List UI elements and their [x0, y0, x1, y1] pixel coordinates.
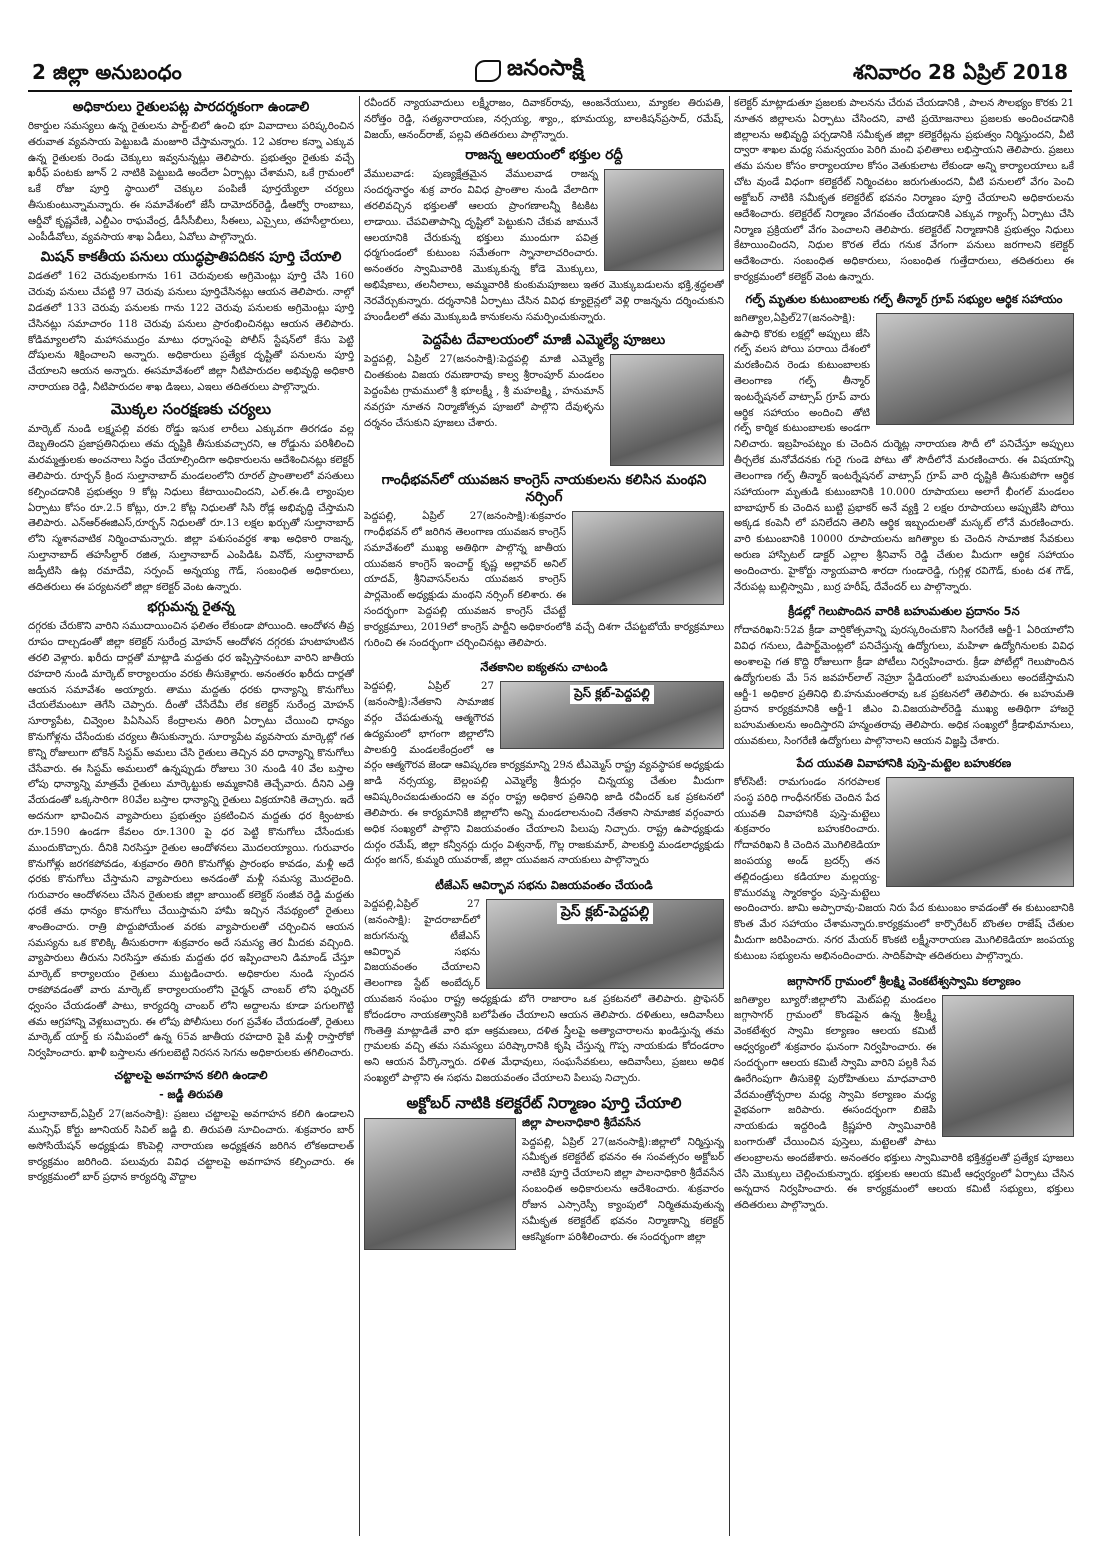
article — [28, 400, 354, 596]
sub-headline: చట్టాలపై అవగాహన కలిగి ఉండాలి — [114, 1068, 268, 1083]
congress-meeting-photo — [572, 511, 724, 605]
article — [364, 332, 724, 468]
masthead-divider — [28, 90, 1072, 92]
temple-puja-photo — [610, 354, 724, 466]
headline: భగ్గుమన్న రైతన్న — [147, 599, 235, 616]
headline: గల్ఫ్ మృతుల కుటుంబాలకు గల్ఫ్ తీన్మార్ గ్రూప్ సభ్యుల ఆర్థిక సహాయం — [745, 291, 1063, 306]
article-body: పెద్దపల్లి, ఏప్రిల్ 27(జనంసాక్షి):జిల్లాలో నిర్మిస్తున్న సమీకృత కలెక్టరేట్ భవనం ఈ సంవత్సరం అక్టోబర్ నాటికి పూర్తి చేయాలని జిల్లా పాలనాధికారి శ్రీదేవసేన సంబంధిత అధికారులను ఆదేశించారు. శుక్రవారం రోజున ఎస్సారెస్పీ క్యాంపులో నిర్మితమవుతున్న సమీకృత కలెక్టరేట్ భవనం నిర్మాణాన్ని కలెక్టర్ ఆకస్మికంగా పరిశీలించారు. ఈ సందర్భంగా జిల్లా — [522, 1136, 724, 1243]
article-body: వేములవాడ: పుణ్యక్షేత్రమైన వేములవాడ రాజన్న సందర్శనార్థం శుక్ర వారం వివిధ ప్రాంతాల నుండి వేలాదిగా తరలివచ్చిన భక్తులతో ఆలయ ప్రాంగణాలన్నీ కిటకిట లాడాయి. చేపవితాపాన్ని దృష్టిలో పెట్టుకుని చేకువ జామునే ఆలయానికి చేరుకున్న భక్తులు ముందుగా పవిత్ర ధర్మగుండంలో కుటుంబ సమేతంగా స్నానాలాచరించారు. అనంతరం స్వామివారికి మొక్కుకున్న కోడె మొక్కులు, అభిషేకాలు, తలనీలాలు, అమ్మవారికి కుంకుమపూజలు ఇతర మొక్కుబడులను భక్తి,శ్రద్ధలతో నెరవేర్చుకున్నారు. దర్శనానికి ఏర్పాటు చేసిన వివిధ క్యూలైన్లలో వెళ్లి రాజన్నను దర్శించుకుని హుండీలలో తమ మొక్కుబడి కానుకలను సమర్పించుకున్నారు. — [364, 169, 724, 323]
masthead-name: జనంసాక్షి — [507, 56, 584, 81]
headline: పేద యువతి వివాహానికి పుస్తె-మట్టెల బహుకరణ — [796, 755, 1012, 770]
article — [734, 604, 1074, 750]
article-body: పెద్దపల్లి, ఏప్రిల్ 27(జనంసాక్షి):శుక్రవారం గాంధీభవన్ లో జరిగిన తెలంగాణ యువజన కాంగ్రెస్ సమావేశంలో ముఖ్య అతిథిగా పాల్గొన్న జాతీయ యువజన కాంగ్రెస్ ఇంచార్జ్ కృష్ణ అల్లావర్ అనిల్ యాదవ్, శ్రీనివాసన్‌లను యువజన కాంగ్రెస్ పార్లమెంట్ అధ్యక్షుడు మంథని నర్సింగ్ కలిశారు. ఈ సందర్భంగా పెద్దపల్లి యువజన కాంగ్రెస్ చేపట్టే కార్యక్రమాలు, 2019లో కాంగ్రెస్ పార్టీని అధికారంలోకి వచ్చే దిశగా చేపట్టబోయే కార్యక్రమాలు గురించి ఈ సందర్భంగా చర్చించినట్లు తెలిపారు. — [364, 511, 724, 649]
article-body: పెద్దపల్లి,ఏప్రిల్ 27 (జనంసాక్షి): హైదరాబాద్‌లో జరుగనున్న టీజేఎస్ ఆవిర్భావ సభను విజయవంతం చేయాలని తెలంగాణ స్టేట్ అంబేద్కర్ యువజన సంఘం రాష్ట్ర అధ్యక్షుడు బోగె రాజారాం ఒక ప్రకటనలో తెలిపారు. ప్రొఫెసర్ కోదండరాం నాయకత్వానికి బలోపేతం చేయాలని ఆయన తెలిపారు. దళితులు, ఆదివాసీలు గొంతెత్తి మాట్లాడితే వారి భూ ఆక్రమణలు, దళిత స్త్రీలపై అత్యాచారాలను ఖండిస్తున్న తమ గ్రామలకు వచ్చి తమ సమస్యలు పరిష్కారానికి కృషి చేస్తున్న గొప్ప నాయకుడు కోదండరాం అని ఆయన పేర్కొన్నారు. దళిత మేధావులు, సంఘసేవకులు, ఆదివాసీలు, ప్రజలు అధిక సంఖ్యలో పాల్గొని ఈ సభను విజయవంతం చేయాలని పిలుపు నిచ్చారు. — [364, 899, 724, 1085]
article — [364, 1094, 724, 1252]
column-2 — [364, 96, 724, 1536]
article-continuation — [734, 96, 1074, 286]
article — [364, 147, 724, 328]
article-body: రవీందర్ న్యాయవాదులు లక్ష్మీరాజం, దివాకర్‌రావు, ఆంజనేయులు, మ్యాకల తిరుపతి, నరోత్తం రెడ్డి, సత్యనారాయణ, నర్సయ్య, శ్యాం,, భూమయ్య, బాలకిషన్‌ప్రసాద్, రమేష్, విజయ్, ఆనంద్‌రాజ్, పల్లవి తదితరులు పాల్గొన్నారు. — [364, 98, 724, 141]
article — [734, 292, 1074, 599]
article — [364, 660, 724, 872]
article-body: మార్కెట్ నుండి లక్ష్మపల్లి వరకు రోడ్డు ఇసుక లారీలు ఎక్కువగా తిరగడం వల్ల దెబ్బతిందని ప్రజాప్రతినిధులు తమ దృష్టికి తీసుకువచ్చారని, ఆ రోడ్డును పరిశీలించి మరమ్మత్తులకు అంచనాలు సిద్ధం చేయాల్సిందిగా అధికారులను ఆదేశించినట్లు కలెక్టర్ తెలిపారు. రూర్బన్ క్రింద సుల్తానాబాద్ మండలంలోని రూరల్ ప్రాంతాలలో వసతులు కల్పించడానికి ప్రభుత్వం 9 కోట్ల నిధులు కేటాయించిందని, ఎల్.ఈ.డి ల్యాంపుల ఏర్పాటు కోసం రూ.2.5 కోట్లు, రూ.2 కోట్ల నిధులతో సిసి రోడ్ల అభివృద్ధి చేస్తామని తెలిపారు. ఎన్ఆర్ఈజిఎస్,రూర్బన్ నిధులతో రూ.13 లక్షల ఖర్చుతో సుల్తానాబాద్ లోని స్మశానవాటిక నిర్మించామన్నారు. జిల్లా పశుసంవర్ధక శాఖ అధికారి రాజన్న, సుల్తానాబాద్ తహసీల్దార్ రజిత, సుల్తానాబాద్ ఎంపిడిఓ వినోద్, సుల్తానాబాద్ జడ్పీటిసి ఉట్ల రమాదేవి, సర్పంచ్ అన్నయ్య గౌడ్, సంబంధిత అధికారులు, తదితరులు ఈ పర్యటనలో జిల్లా కలెక్టర్ వెంట ఉన్నారు. — [28, 423, 354, 593]
article-body: పెద్దపల్లి, ఏప్రిల్ 27 (జనంసాక్షి):నేతకాని సామాజిక వర్గం చేపడుతున్న ఆత్మగౌరవ ఉద్యమంలో భాగంగా జిల్లాలోని పాలకుర్తి మండలకేంద్రంలో ఆ వర్గం ఆత్మగౌరవ జెండా ఆవిష్కరణ కార్యక్రమాన్ని 29న టీఎమ్మెస్ రాష్ట్ర వ్యవస్థాపక అధ్యక్షుడు జాడి నర్సయ్య, బెల్లంపల్లి ఎమ్మెల్యే శ్రీదుర్గం చిన్నయ్య చేతుల మీదుగా ఆవిష్కరించబడుతుందని ఆ వర్గం రాష్ట్ర అధికార ప్రతినిధి జాడి రవీందర్ ఒక ప్రకటనలో తెలిపారు. ఈ కార్యమానికి జిల్లాలోని అన్ని మండలాలనుంచి నేతకాని సామాజిక వర్గంవారు అధిక సంఖ్యలో పాల్గొని విజయవంతం చేయాలని పిలుపు నిచ్చారు. రాష్ట్ర ఉపాధ్యక్షుడు దుర్గం రమేష్, జిల్లా కన్వీనర్లు దుర్గం విశ్వనాథ్, గొల్ల రాజకుమార్, పాలకుర్తి మండలాధ్యక్షుడు దుర్గం జగన్, కుమ్మరి యువరాజ్, జిల్లా యువజన నాయకులు పాల్గొన్నారు — [364, 681, 724, 867]
headline: మొక్కల సంరక్షణకు చర్యలు — [110, 399, 272, 418]
article — [28, 1068, 354, 1186]
headline: క్రీడల్లో గెలుపొందిన వారికి బహుమతుల ప్రదానం 5న — [788, 604, 1020, 619]
article-body: గోదావరిఖని:52వ క్రీడా వార్షికోత్సవాన్ని పురస్కరించుకొని సింగరేణి ఆర్జీ-1 ఏరియాలోని వివిధ గనులు, డిపార్ట్‌మెంట్లలో పనిచేస్తున్న ఉద్యోగులు, మహిళా ఉద్యోగినులకు వివిధ అంశాలపై గత కొద్ది రోజులుగా క్రీడా పోటీలు నిర్వహించారు. క్రీడా పోటీల్లో గెలుపొందిన ఉద్యోగులకు మే 5న జవహర్‌లాల్ నెహ్రూ స్టేడియంలో బహుమతులు అందజేస్తామని ఆర్జీ-1 అధికార ప్రతినిధి బి.హనుమంతరావు ఒక ప్రకటనలో తెలిపారు. ఈ బహుమతి ప్రదాన కార్యక్రమానికి ఆర్జీ-1 జీఎం వి.విజయపాల్‌రెడ్డి ముఖ్య అతిథిగా హాజరై బహుమతులను అందిస్తారని హన్మంతరావు తెలిపారు. అధిక సంఖ్యలో క్రీడాభిమానులు, యువకులు, సింగరేణి ఉద్యోగులు పాల్గొనాలని ఆయన విజ్ఞప్తి చేశారు. — [734, 625, 1074, 748]
collectorate-construction-photo — [364, 1118, 516, 1250]
article-body: పెద్దపల్లి, ఏప్రిల్ 27(జనంసాక్షి):పెద్దపల్లి మాజీ ఎమ్మెల్యే చింతకుంట విజయ రమణారావు కాల్వ శ్రీరాంపూర్ మండలం పెద్దంపేట గ్రామములో శ్రీ భూలక్ష్మీ , శ్రీ మహలక్ష్మి , హనుమాన్ నవగ్రహ నూతన నిర్మాణోత్సవ పూజలో పాల్గొని దేవుళ్ళను దర్శనం చేసుకుని పూజలు చేశారు. — [364, 354, 604, 429]
article-body: కలెక్టర్ మాట్లాడుతూ ప్రజలకు పాలనను చేరువ చేయడానికి , పాలన సౌలభ్యం కొరకు 21 నూతన జిల్లాలను ఏర్పాటు చేసిందని, వాటి ప్రయోజనాలు ప్రజలకు అందించడానికి జిల్లాలను అభివృద్ధి పర్చడానికి సమీకృత జిల్లా కలెక్టరేట్లను ప్రభుత్వం నిర్మిస్తుందని, వీటి ద్వారా శాఖల మధ్య సమన్వయం పెరిగి మంచి ఫలితాలు లభిస్తాయని తెలిపారు. ప్రజలు తమ పనుల కోసం కార్యాలయాల కోసం వెతుకులాట లేకుండా అన్ని కార్యాలయాలు ఒకే చోట వుండే విధంగా కలెక్టరేట్ నిర్మించటం జరుగుతుందని, వీటి పనులలో వేగం పెంచి అక్టోబర్ నాటికి సమీకృత కలెక్టరేట్ భవనం నిర్మాణం పూర్తి చేయాలని అధికారులను ఆదేశించారు. కలెక్టరేట్ నిర్మాణం వేగవంతం చేయడానికి ఎక్కువ గ్యాంగ్స్ ఏర్పాటు చేసి నిర్మాణ ప్రక్రియలో వేగం పెంచాలని తెలిపారు. కలెక్టరేట్ నిర్మాణానికి ప్రభుత్వం నిధులు కేటాయించిందని, నిధుల కొరత లేదు గనుక వేగంగా పనులు జరగాలని కలెక్టర్ ఆదేశించారు. సంబంధిత అధికారులు, సంబంధిత గుత్తేదారులు, తదితరులు ఈ కార్యక్రమంలో కలెక్టర్ వెంట ఉన్నారు. — [734, 98, 1074, 283]
article-body: దగ్గరకు చేరుకొని వారిని సముదాయించిన ఫలితం లేకుండా పోయింది. ఆందోళన తీవ్ర రూపం దాల్చడంతో జిల్లా కలెక్టర్ సురేంద్ర మోహన్ ఆందోళన దగ్గరకు హుటాహుటిన తరలి వెళ్లారు. ఖరీదు దార్లతో మాట్లాడి మద్దతు ధర ఇప్పిస్తానంటూ వారిని జాతీయ రహదారి నుండి మార్కెట్ కార్యాలయం వరకు తీసుకెళ్లారు. అనంతరం ఖరీదు దార్లతో ఆయన సమావేశం అయ్యారు. తాము మద్దతు ధరకు ధాన్యాన్ని కొనుగోలు చేయలేమంటూ తెగేసి చెప్పారు. దీంతో చేసేదేమీ లేక కలెక్టర్ సురేంద్ర మోహన్ సూర్యాపేట, చివ్వెంల పిఏసిఎస్ కేంద్రాలను తిరిగి ఏర్పాటు చేయించి ధాన్యం కొనుగోళ్లను చేసేందుకు చర్యలు తీసుకున్నారు. సూర్యాపేట వ్యవసాయ మార్కెట్లో గత కొన్ని రోజులుగా టోకెన్ సిస్టమ్ అమలు చేసి రైతులు తెచ్చిన వరి ధాన్యాన్ని కొనుగోలు చేసేవారు. ఈ సిస్టమ్ అమలులో ఉన్నప్పుడు రోజులు 30 నుండి 40 వేల బస్తాల లోపు ధాన్యాన్ని మాత్రమే రైతులు మార్కెట్టుకు అమ్మకానికి తెచ్చేవారు. దీనిని ఎత్తి వేయడంతో ఒక్కసారిగా 80వేల బస్తాల ధాన్యాన్ని రైతులు విక్రయానికి తెచ్చారు. ఇదే అదనుగా భావించిన వ్యాపారులు ప్రభుత్వం ప్రకటించిన మద్దతు ధర క్వింటాకు రూ.1590 ఉండగా కేవలం రూ.1300 పై ధర పెట్టి కొనుగోలు చేసేందుకు ముందుకొచ్చారు. దీనికి నిరసిస్తూ రైతుల ఆందోళనలు మొదలయ్యాయి. గురువారం కొనుగోళ్లు జరగకపోవడం, శుక్రవారం తిరిగి కొనుగోళ్లు ప్రారంభం కావడం, మళ్లీ అదే ధరకు కొనుగోలు చేస్తామని వ్యాపారులు అనడంతో మళ్లీ సమస్య మొదలైంది. గురువారం ఆందోళనలు చేసిన రైతులకు జిల్లా జాయింట్ కలెక్టర్ సంజీవ రెడ్డి మద్దతు ధరకే తమ ధాన్యం కొనుగోలు చేయిస్తామని హామీ ఇచ్చిన నేపథ్యంలో రైతులు శాంతించారు. రాత్రి పొద్దుపోయేంత వరకు వ్యాపారులతో చర్చించిన ఆయన సమస్యను ఒక కొలిక్కి తీసుకురాగా శుక్రవారం అదే సమస్య తెర మీదకు వచ్చింది. వ్యాపారులు తీరును నిరసిస్తూ తమకు మద్దతు ధర ఇప్పించాలని డిమాండ్ చేస్తూ మార్కెట్ కార్యాలయం రైతులు ముట్టడించారు. అధికారుల నుండి స్పందన రాకపోవడంతో వారు మార్కెట్ కార్యాలయంలోని చైర్మన్ చాంబర్ లోని ఫర్నిచర్ ధ్వంసం చేయడంతో పాటు, కార్యదర్శి చాంబర్ లోని అద్దాలను కూడా పగులగొట్టి తమ ఆగ్రహాన్ని వెళ్లబుచ్చారు. ఈ లోపు పోలీసులు రంగ ప్రవేశం చేయడంతో, రైతులు మార్కెట్ యార్డ్ కు సమీపంలో ఉన్న 65వ జాతీయ రహదారి పైకి మళ్లీ రాస్తారోకో నిర్వహించారు. ఖాళీ బస్తాలను తగులబెట్టి నిరసన సెగను అధికారులకు తగిలించారు. — [28, 621, 354, 1060]
newspaper-logo-icon — [475, 60, 501, 82]
masthead — [0, 0, 1100, 90]
article-body: విడతలో 162 చెరువులకుగాను 161 చెరువులకు అగ్రిమెంట్లు పూర్తి చేసి 160 చెరువు పనులు చేపట్టి 97 చెరువు పనులు పూర్తిచేసినట్లు ఆయన తెలిపారు. నాల్గో విడతలో 133 చెరువు పనులకు గాను 122 చెరువు పనులకు అగ్రిమెంట్లు పూర్తి చేసినట్లు సమాచారం 118 చెరువు పనులు ప్రారంభించినట్లు ఆయన తెలిపారు. కోడిమ్యాలలోని మహాసముద్రం మాటు ధర్నాసంపై పోలీస్ స్టేషన్‌లో కేసు పెట్టి దోషులను శిక్షించాలని అన్నారు. అధికారులు ప్రత్యేక దృష్టితో పనులను పూర్తి చేయాలని ఆయన అన్నారు. ఈసమావేశంలో జిల్లా నీటిపారుదల అభివృద్ధి అధికారి నారాయణ రెడ్డి, నీటిపారుదల శాఖ డిఇలు, ఎఇలు తదితరులు పాల్గొన్నారు. — [28, 271, 354, 393]
column-divider — [729, 96, 730, 1536]
headline: నేతకానిల ఐక్యతను చాటండి — [480, 660, 608, 675]
temple-kalyanam-photo — [942, 995, 1074, 1137]
article — [28, 599, 354, 1062]
article-body: కోల్‌సిటీ: రామగుండం నగరపాలక సంస్థ పరిధి గాంధీనగర్‌కు చెందిన పేద యువతి వివాహానికి పుస్తె-మట్టెలు శుక్రవారం బహుకరించారు. గోదావరిఖని కి చెందిన మొగిలికెడియా జంపయ్య అండ్ బ్రదర్స్ తన తల్లిదండ్రులు కడియాల మల్లయ్య-కొమురమ్మ స్మారకార్థం పుస్తె-మట్టెలు అందించారు. జామి అప్పారావు-విజయ నిరు పేద కుటుంబం కావడంతో ఈ కుటుంబానికి కొంత మేర సహాయం చేశామన్నారు.కార్యక్రమంలో కార్పొరేటర్ బొంతల రాజేష్ చేతుల మీదుగా జరిపించారు. నగర మేయర్ కొంకటి లక్ష్మీనారాయణ మొగిలికెడియా జంపయ్య కుటుంబ సభ్యులను అభినందించారు. సాదిక్‌పాషా తదితరులు పాల్గొన్నారు. — [734, 776, 1074, 962]
article — [364, 878, 724, 1090]
article — [28, 99, 354, 245]
headline: అక్టోబర్ నాటికి కలెక్టరేట్ నిర్మాణం పూర్తి చేయాలి — [406, 1093, 682, 1112]
byline: జిల్లా పాలనాధికారి శ్రీదేవసేన — [522, 1115, 641, 1129]
article — [734, 756, 1074, 968]
article-body: సుల్తానాబాద్,ఏప్రిల్ 27(జనంసాక్షి): ప్రజలు చట్టాలపై అవగాహన కలిగి ఉండాలని మున్సిఫ్ కోర్టు జూనియర్ సివిల్ జడ్జి బి. తిరుపతి సూచించారు. శుక్రవారం బార్ అసోసియేషన్ అధ్యక్షుడు కొంపెల్లి నారాయణ అధ్యక్షతన జరిగిన లోకఅదాలత్ కార్యక్రమం జరిగింది. పలువురు వివిధ చట్టాలపై అవగాహన కల్పించారు. ఈ కార్యక్రమంలో బార్ ప్రధాన కార్యదర్శి వొద్దాల — [28, 1109, 354, 1184]
gulf-aid-photo — [876, 313, 1074, 425]
column-divider — [359, 96, 360, 1536]
wedding-gift-photo — [886, 777, 1074, 887]
press-club-photo — [500, 681, 724, 749]
press-club-banner: ప్రెస్ క్లబ్-పెద్దపల్లి — [570, 685, 654, 704]
page-label: 2 జిల్లా అనుబంధం — [32, 60, 182, 84]
headline: రాజన్న ఆలయంలో భక్తుల రద్దీ — [465, 147, 623, 164]
headline: గాంధీభవన్‌లో యువజన కాంగ్రెస్ నాయకులను కలిసిన మంథని నర్సింగ్ — [381, 472, 707, 506]
headline: మిషన్ కాకతీయ పనులు యుద్ధప్రాతిపదికన పూర్తి చేయాలి — [40, 249, 342, 266]
headline: జగ్గాసాగర్ గ్రామంలో శ్రీలక్ష్మి వెంకటేశ్వస్వామి కల్యాణం — [787, 973, 1021, 988]
headline: టీజేఎస్ ఆవిర్భావ సభను విజయవంతం చేయండి — [435, 878, 653, 893]
masthead-title — [475, 56, 584, 86]
column-1 — [28, 96, 354, 1536]
article — [734, 974, 1074, 1217]
article-continuation — [364, 96, 724, 143]
headline: పెద్దపేట దేవాలయంలో మాజీ ఎమ్మెల్యే పూజలు — [422, 332, 666, 349]
issue-date: శనివారం 28 ఏప్రిల్ 2018 — [852, 60, 1068, 84]
column-3 — [734, 96, 1074, 1536]
press-club-photo — [486, 899, 724, 989]
temple-crowd-photo — [604, 169, 724, 271]
article — [28, 249, 354, 395]
press-club-banner: ప్రెస్ క్లబ్-పెద్దపల్లి — [557, 903, 653, 924]
article — [364, 472, 724, 654]
article-body: జగిత్యాల బ్యూరో:జిల్లాలోని మెట్‌పల్లి మండలం జగ్గాసాగర్ గ్రామంలో కొండపైన ఉన్న శ్రీలక్ష్మీ వెంకటేశ్వర స్వామి కల్యాణం ఆలయ కమిటీ ఆధ్వర్యంలో శుక్రవారం ఘనంగా నిర్వహించారు. ఈ సందర్భంగా ఆలయ కమిటీ స్వామి వారిని పల్లకి సేవ ఊరేగింపుగా తీసుకెళ్లి పురోహితులు మాధవాచారి వేదమంత్రోచ్చరాల మధ్య స్వామి కల్యాణం మధ్య వైభవంగా జరిపారు. ఈసందర్భంగా బిజెపి నాయకుడు ఇద్దరిండి క్రిష్ణహరి స్వామివారికి బంగారుతో చేయించిన పుస్తెలు, మట్టెలతో పాటు తలంబ్రాలను అందజేశారు. అనంతరం భక్తులు స్వామివారికి భక్తిశ్రద్ధలతో ప్రత్యేక పూజలు చేసి మొక్కులు చెల్లించుకున్నారు. భక్తులకు ఆలయ కమిటీ ఆధ్వర్యంలో ఏర్పాటు చేసిన అన్నదాన నిర్వహించారు. ఈ కార్యక్రమంలో ఆలయ కమిటీ సభ్యులు, భక్తులు తదితరులు పాల్గొన్నారు. — [734, 994, 1074, 1212]
byline: - జడ్జీ తిరుపతి — [159, 1088, 223, 1102]
article-body: రికార్డుల సమస్యలు ఉన్న రైతులను పార్ట్-బిలో ఉంచి భూ వివాదాలు పరిష్కరించిన తరువాత వ్యవసాయ పెట్టుబడి మంజూరి చేస్తామన్నారు. 12 ఎకరాల కన్నా ఎక్కువ ఉన్న రైతులకు రెండు చెక్కులు ఇవ్వనున్నట్లు తెలిపారు. ప్రభుత్వం రైతుకు వచ్చే ఖరీఫ్ పంటకు జూన్ 2 నాటికి పెట్టుబడి అందేలా ఏర్పాట్లు చేశామని, ఒకే గ్రామంలో ఒకే రోజు పూర్తి స్థాయిలో చెక్కుల పంపిణీ పూర్తయ్యేలా చర్యలు తీసుకుంటున్నామన్నారు. ఈ సమావేశంలో జేసీ దామోదర్‌రెడ్డి, డీఆర్వో రాంబాబు, ఆర్డీవో కృష్ణవేణి, ఎల్డీఎం రాఘవేంద్ర, డీసీసీబీలు, సీఈలు, ఎస్సైలు, తహసీల్దారులు, ఎంపీడీవోలు, వ్యవసాయ శాఖ ఏడీలు, ఏవోలు పాల్గొన్నారు. — [28, 120, 354, 243]
headline: అధికారులు రైతులపట్ల పారదర్శకంగా ఉండాలి — [72, 99, 310, 115]
article-body: జగిత్యాల,ఏప్రిల్27(జనంసాక్షి): ఉపాధి కొరకు లక్షల్లో అప్పులు జేసి గల్ఫ్ వలస పోయి పరాయి దేశంలో మరణించిన రెండు కుటుంబాలకు తెలంగాణ గల్ఫ్ తీన్మార్ ఇంటర్నేషనల్ వాట్సాప్ గ్రూప్ వారు ఆర్థిక సహాయం అందించి తోటి గల్ఫ్ కార్మిక కుటుంబాలకు అండగా నిలిచారు. ఇబ్రహింపట్నం కు చెందిన దుర్మెట్ల నారాయణ సౌదీ లో పనిచేస్తూ అప్పులు తీర్చలేక మనోవేదనకు గురై గుండె పోటు తో సౌదీలోనే మరణించారు. ఈ విషయాన్ని తెలంగాణ గల్ఫ్ తీన్మార్ ఇంటర్నేషనల్ వాట్సాప్ గ్రూప్ వారి దృష్టికి తీసుకుపోగా ఆర్థిక సహాయంగా మృతుడి కుటుంబానికి 10.000 రూపాయలు అలాగే భీంగల్ మండలం బాబాపూర్ కు చెందిన బుట్టి ప్రభాకర్ అనే వ్యక్తి 2 లక్షల రూపాయలు అప్పుజేసి పోయి అక్కడ కంపెనీ లో పనిలేదని తెలిసి ఆర్థిక ఇబ్బందులతో మస్కట్ లోనే మరణించారు. వారి కుటుంబానికి 10000 రూపాయలను జగిత్యాల కు చెందిన సామాజిక సేవకులు అరుణ హాస్పిటల్ డాక్టర్ ఎల్లాల శ్రీనివాస్ రెడ్డి చేతుల మీదుగా ఆర్థిక సహాయం అందించారు. హైకోర్టు న్యాయవాది శారదా గుండారెడ్డి, గుగ్గిళ్ల రవిగౌడ్, కుంట దశ గౌడ్, నేరుపట్ల బుల్లిస్వామి , బుర్ర హరీష్, దేవేందర్ లు పాల్గొన్నారు. — [734, 312, 1074, 593]
